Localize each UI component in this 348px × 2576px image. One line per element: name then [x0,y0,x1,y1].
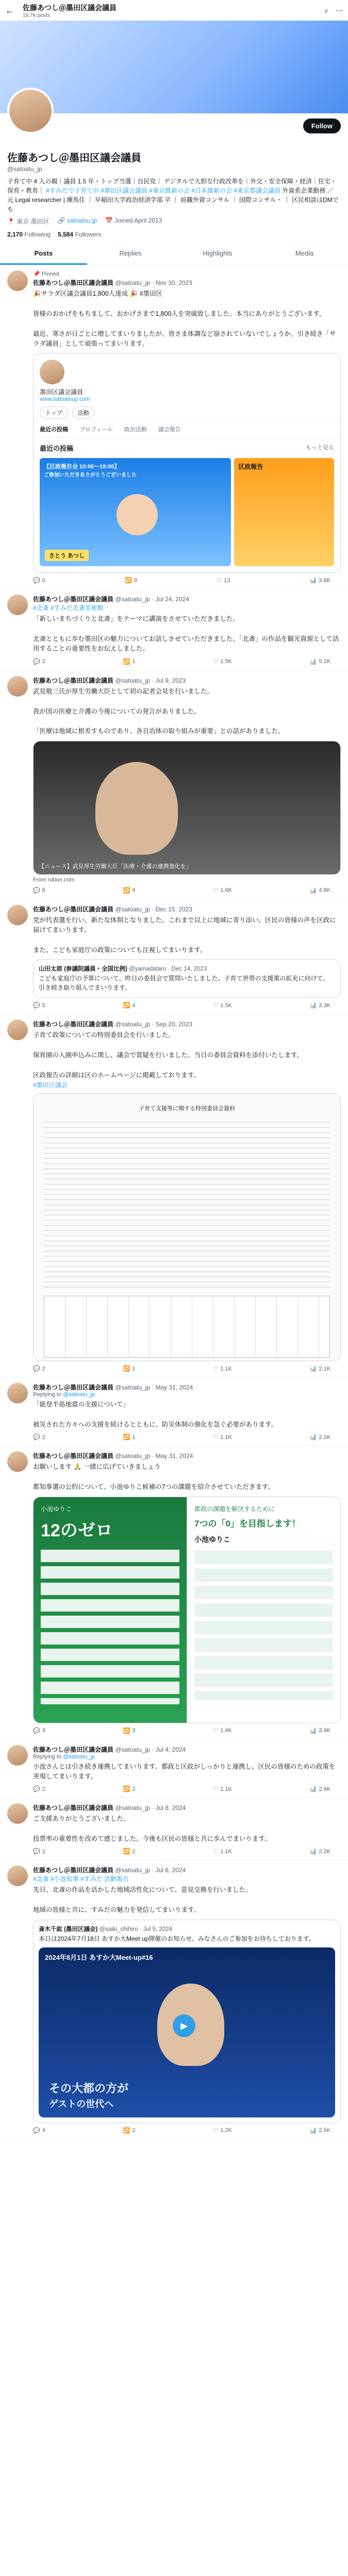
tweet-actions [33,1786,341,1792]
tweet[interactable] [0,1860,348,2139]
retweet-action[interactable]: 🔁 2 [123,1786,136,1793]
tweet[interactable] [0,265,348,589]
tweet-author[interactable]: 佐藤あつし＠墨田区議会議員 [33,1867,114,1874]
avatar[interactable] [7,1451,28,1472]
avatar[interactable] [7,270,28,291]
tweet-header [33,1803,341,1812]
avatar[interactable] [7,905,28,925]
location-item: 📍 東京 墨田区 [7,218,49,225]
retweet-action[interactable]: 🔁 3 [123,1727,136,1734]
views-action[interactable]: 📊 5.1K [309,658,330,665]
search-icon[interactable]: ⌕ [324,6,328,14]
tweet-handle: @satoatu_jp · Sep 20, 2023 [115,1021,192,1028]
poster-images[interactable] [33,1497,341,1723]
like-action[interactable]: ♡ 1.1K [213,1786,232,1793]
tweet-header [33,278,341,287]
avatar[interactable] [7,1803,28,1824]
tweet-author[interactable]: 佐藤あつし＠墨田区議会議員 [33,1384,114,1392]
tweet[interactable] [0,1378,348,1446]
tweet[interactable] [0,1740,348,1799]
retweet-action[interactable]: 🔁 1 [123,1365,136,1372]
retweet-action[interactable]: 🔁 4 [123,1002,136,1009]
card-url: www.satoatsup.com [40,396,90,403]
location-text: 東京 墨田区 [16,218,49,225]
card-buttons [40,406,334,419]
tweet-text: 党が代表選を行い、新たな体制となりました。これまで以上に地域に寄り添い、区民の皆様の声を区政に届けてまいります。 また、こども家庭庁の政策についても注視してまいります。 [33,916,336,954]
tweet-header [33,595,341,603]
avatar[interactable] [7,1383,28,1403]
tweet[interactable] [0,1798,348,1860]
tweet-handle: @satoatu_jp · May 31, 2024 [115,1384,193,1392]
retweet-action[interactable]: 🔁 1 [123,658,136,665]
bio-text: 子育て中 4 人の親｜議員 1.5 年・トップ当選｜自民党｜ デジタルで大胆な行政改革を｜外交・安全保障・経済｜住宅・保育・教育｜ [7,178,337,194]
tweet-body [33,1866,341,2133]
tweet-body [33,1803,341,1855]
tweet-handle: @satoatu_jp · Jul 6, 2024 [115,1867,186,1874]
person-photo [95,762,178,855]
tweet-author[interactable]: 佐藤あつし＠墨田区議会議員 [33,1804,114,1812]
poster-right-title: 都政の課題を解決するために [194,1505,275,1513]
tweet-header [33,1451,341,1460]
tweet-actions [33,577,341,584]
tweet-author[interactable]: 佐藤あつし＠墨田区議会議員 [33,1452,114,1460]
views-action[interactable]: 📊 3.9K [309,1727,330,1734]
person-label: さとう あつし [45,550,89,561]
like-action[interactable]: ♡ 1.5K [213,658,232,665]
tweet-text: 「能登半島地震の支援について」 被災された方々への支援を続けるとともに、防災体制の強化を急ぐ必要があります。 [33,1401,278,1428]
retweet-action[interactable]: 🔁 4 [123,887,136,894]
avatar[interactable] [7,1745,28,1766]
reply-action[interactable]: 💬 6 [33,887,45,894]
reply-action[interactable]: 💬 3 [33,1727,45,1734]
tweet[interactable] [0,1446,348,1739]
card-header [34,353,340,420]
reply-action[interactable]: 💬 2 [33,1365,45,1372]
card-avatar [40,360,64,384]
quote-author: 斎木千紘 (墨田区議会) [39,1926,98,1933]
tweet-handle: @satoatu_jp · May 31, 2024 [115,1452,193,1460]
avatar[interactable] [7,1020,28,1040]
news-image[interactable] [33,741,341,875]
tweet-handle: @satoatu_jp · Jul 8, 2024 [115,1804,186,1812]
pinned-label: 📌 Pinned [33,271,60,277]
views-action[interactable]: 📊 2.2K [309,1848,330,1855]
poster-right-big: 7つの「0」を目指します！ [194,1518,301,1529]
tweet-handle: @satoatu_jp · Jul 4, 2024 [115,1745,186,1753]
card-more[interactable]: もっと見る [306,445,334,451]
tweet-body [33,1745,341,1793]
video-sub-2: ゲストの世代へ [49,2098,114,2109]
tweet-body [33,270,341,584]
more-icon[interactable]: ⋯ [336,6,343,14]
retweet-action[interactable]: 🔁 1 [123,1434,136,1441]
tweet-text: ご支援ありがとうございました。 投票率の重要性を改めて感じました。今後も区民の皆様と共に歩んでまいります。 [33,1815,271,1842]
retweet-action[interactable]: 🔁 2 [123,2127,136,2134]
profile-banner [0,21,348,113]
quote-header [39,1925,335,1934]
header-title: 佐藤あつし＠墨田区議会議員 [23,3,117,12]
views-action[interactable]: 📊 4.8K [309,887,330,894]
tweet-text: 子育て政策についての特別委員会を行いました。 保育園の入園申込みに関し、議会で質疑を行いました。当日の委員会資料を添付いたします。 区政報告の詳細は区のホームページに掲載しております。 [33,1031,304,1079]
poster-left-big: 12のゼロ [41,1520,113,1540]
tweet[interactable] [0,1014,348,1378]
like-action[interactable]: ♡ 1.4K [213,1727,232,1734]
document-image[interactable] [33,1093,341,1361]
reply-action[interactable]: 💬 2 [33,1434,45,1441]
play-icon[interactable]: ▶ [173,2014,195,2037]
tweet-header [33,905,341,913]
card-images [34,458,340,572]
tweet-text: 小池さんとは引き続き連携してまいります。都政と区政がしっかりと連携し、区民の皆様のための政策を実現してまいります。 [33,1762,336,1780]
reply-action[interactable]: 💬 2 [33,658,45,665]
tweet-header [33,1745,341,1754]
quoted-tweet[interactable] [33,959,341,998]
tab-posts[interactable]: Posts [0,243,87,265]
tweet-actions [33,887,341,894]
tweet-handle: @satoatu_jp · Jul 9, 2023 [115,676,186,684]
video-sub: その大都の方が [49,2081,129,2095]
video-thumbnail[interactable] [39,1947,335,2117]
profile-row [0,113,348,149]
tweet-body [33,595,341,665]
tab-replies[interactable]: Replies [119,249,142,257]
tweet-tags[interactable]: #北斎 #すみだ北斎美術館 [33,604,104,612]
tweet-body [33,1451,341,1734]
like-action[interactable]: ♡ 1.1K [213,1848,232,1855]
card-section-title: 最近の投稿 [40,445,74,453]
quoted-tweet[interactable] [33,1920,341,2123]
reply-to: Replying to @satoatu_jp [33,1753,95,1760]
tweet-body [33,676,341,894]
tweet-body [33,905,341,1009]
tweet-body [33,1383,341,1440]
reply-action[interactable]: 💬 0 [33,577,45,584]
report-badge: 区政報告 [234,458,334,566]
tweet-header [33,1020,341,1028]
tweet-author[interactable]: 佐藤あつし＠墨田区議会議員 [33,596,114,603]
banner-line-2: ご参加いただきありがとうございました [44,472,137,479]
tweet-author[interactable]: 佐藤あつし＠墨田区議会議員 [33,1745,114,1753]
joined-item: 📅 Joined April 2013 [105,217,162,224]
card-tab[interactable]: 議会報告 [158,427,181,433]
followers-count[interactable]: 5,584 Followers [58,231,102,238]
card-tab[interactable]: 最近の投稿 [40,427,68,433]
website-card[interactable] [33,353,341,573]
avatar[interactable] [7,676,28,697]
card-btn-activity[interactable]: 活動 [72,406,95,419]
link-item[interactable]: 🔗 satoatsu.jp [57,217,97,224]
avatar[interactable] [7,595,28,615]
tweet-header [33,676,341,685]
quote-author: 山田太郎 (参議院議員・全国比例) [39,966,127,973]
top-bar-titles [23,3,319,19]
reply-action[interactable]: 💬 2 [33,1786,45,1793]
tweet-handle: @satoatu_jp · Dec 15, 2023 [115,905,192,913]
profile-name: 佐藤あつし＠墨田区議会議員 [7,152,141,164]
retweet-action[interactable]: 🔁 2 [123,1848,136,1855]
tweet-text: 🎉サラダ区議会議員1,800人達成 🎉 #墨田区 皆様のおかげをもちまして、おかげさまで1,800人を突破致しました。本当にありがとうございます。 最近、寒さが日ごとに増してまいりましたが、皆さま体調など崩されていないでしょうか。引き続き「サラダ議員」として頑張ってまいります。 [33,290,336,347]
poster-left-title: 小池ゆりこ [41,1505,72,1513]
tweet-body [33,1020,341,1372]
following-count[interactable]: 2,170 Following [7,231,51,238]
tweet-actions [33,1727,341,1734]
tweet[interactable] [0,671,348,900]
document-title: 子育て支援等に関する特別委員会資料 [139,1106,235,1112]
header-post-count: 19.7K posts [23,12,50,19]
tab-media[interactable]: Media [295,249,314,257]
profile-avatar[interactable] [7,88,54,134]
poster-right [187,1497,340,1723]
views-action[interactable]: 📊 2.5K [309,2127,330,2134]
like-action[interactable]: ♡ 13 [217,577,230,584]
card-section-head [34,438,340,458]
person-photo [117,494,158,535]
tweet-actions [33,1848,341,1855]
tweet-author[interactable]: 佐藤あつし＠墨田区議会議員 [33,279,114,286]
profile-meta [0,214,348,229]
profile-tabs [0,243,348,265]
like-action[interactable]: ♡ 1.6K [213,887,232,894]
avatar[interactable] [7,1866,28,1886]
top-bar [0,0,348,21]
quote-handle: @saiki_chihiro · Jul 5, 2024 [99,1926,172,1933]
reply-action[interactable]: 💬 4 [33,2127,45,2134]
report-banner [40,458,231,566]
poster-left-list [41,1550,179,1704]
views-action[interactable]: 📊 2.1K [309,1365,330,1372]
poster-right-list [194,1551,333,1700]
tweet-text: 先日、北斎の作品を活かした地域活性化について、意見交換を行いました。 地域の皆様と共に、すみだの魅力を発信してまいります。 [33,1886,252,1914]
profile-bio [0,177,348,214]
views-action[interactable]: 📊 3.3K [309,1002,330,1009]
joined-text: Joined April 2013 [114,217,162,224]
tweet-hashtag[interactable]: #墨田区議会 [33,1081,68,1089]
card-tab[interactable]: プロフィール [79,427,113,433]
like-action[interactable]: ♡ 1.2K [213,2127,232,2134]
profile-handle: @satoatu_jp [7,165,42,173]
back-arrow-icon[interactable]: ← [5,5,14,15]
reply-action[interactable]: 💬 5 [33,1002,45,1009]
card-btn-top[interactable]: トップ [40,406,68,419]
tweet-header [33,1383,341,1392]
tweet-actions [33,658,341,665]
like-action[interactable]: ♡ 1.1K [213,1434,232,1441]
tweet-author[interactable]: 佐藤あつし＠墨田区議会議員 [33,905,114,913]
tweet[interactable] [0,900,348,1015]
tab-highlights[interactable]: Highlights [203,249,233,257]
views-action[interactable]: 📊 3.8K [309,577,330,584]
document-lines [44,1117,330,1287]
views-action[interactable]: 📊 2.4K [309,1786,330,1793]
card-tab[interactable]: 政治活動 [124,427,147,433]
quote-text: 本日は2024年7月18日 あすか大Meet up開催のお知らせ。みなさんのご参加をお待ちしております。 [39,1935,315,1942]
tweet-author[interactable]: 佐藤あつし＠墨田区議会議員 [33,1021,114,1028]
tweet-text: お願いします 🙏 一緒に広げていきましょう 都知事選の公約について、小池ゆりこ候補の7つの課題を紹介させていただきます。 [33,1463,274,1491]
quote-handle: @yamadataro · Dec 14, 2023 [129,966,207,973]
reply-to: Replying to @satoatu_jp [33,1392,95,1398]
views-action[interactable]: 📊 2.1K [309,1434,330,1441]
top-bar-icons [324,6,343,15]
video-caption: 2024年8月1日 あすか大Meet-up#16 [45,1953,153,1961]
follow-button[interactable]: Follow [303,118,341,133]
quote-header [39,965,335,974]
poster-left [34,1497,187,1723]
document-table [44,1296,330,1358]
follow-counts [0,229,348,243]
bio-tags[interactable]: #すみだで子育て中 #墨田区議会議員 #東京維新の会 #日本維新の会 #東京都議会議員 [46,187,281,194]
tweet-actions [33,1365,341,1372]
tweet-actions [33,2127,341,2134]
tweet-actions [33,1002,341,1009]
tweet-author[interactable]: 佐藤あつし＠墨田区議会議員 [33,676,114,684]
card-tabs [34,420,340,438]
retweet-action[interactable]: 🔁 9 [125,577,137,584]
card-title: 墨田区議会議員 [40,388,84,396]
reply-action[interactable]: 💬 2 [33,1848,45,1855]
tweet-header [33,1866,341,1874]
tweet-handle: @satoatu_jp · Nov 30, 2023 [115,279,192,286]
image-caption: 【ニュース】武見厚生労働大臣「医療・介護の連携強化を」 [39,863,192,870]
tweet-text: 「新しいまちづくりと北斎」をテーマに講演をさせていただきました。 北斎とともに歩む墨田区の魅力についてお話しさせていただきました。「北斎」の作品を観光資源として活用することの重要性をお伝えしました。 [33,615,339,653]
tweet-tags[interactable]: #北斎 #小池知事 #すみだ 活動報告 [33,1875,129,1883]
tweet[interactable] [0,589,348,671]
poster-name: 小池ゆりこ [194,1535,230,1544]
news-source[interactable]: From nikkei.com [33,876,75,883]
like-action[interactable]: ♡ 1.1K [213,1365,232,1372]
bio-more: 外資系企業勤務 ／ 元 Legal researcher | 練馬住 ｜ 早稲田大学政治経済学部 卒 ｜ 前職外資コンサル ｜ 国際コンサル・ ｜ 区民相談はDMでも [7,187,339,213]
banner-line-1: 【区政報告会 10:00～19:00】 [44,464,120,470]
tweet-text: 武見敬三氏が厚生労働大臣として初の記者会見を行いました。 我が国の医療と介護の今後についての発言がありました。 「医療は地域に根差すものであり、各自治体の取り組みが重要」との話がありました。 [33,687,285,735]
like-action[interactable]: ♡ 1.5K [213,1002,232,1009]
profile-link[interactable]: satoatsu.jp [67,217,97,224]
tweet-actions [33,1434,341,1440]
quote-text: こども家庭庁の予算について、昨日の委員会で質問いたしました。子育て世帯の支援策の拡充に向けて、引き続き取り組んでまいります。 [39,975,329,992]
tweet-handle: @satoatu_jp · Jul 24, 2024 [115,596,189,603]
